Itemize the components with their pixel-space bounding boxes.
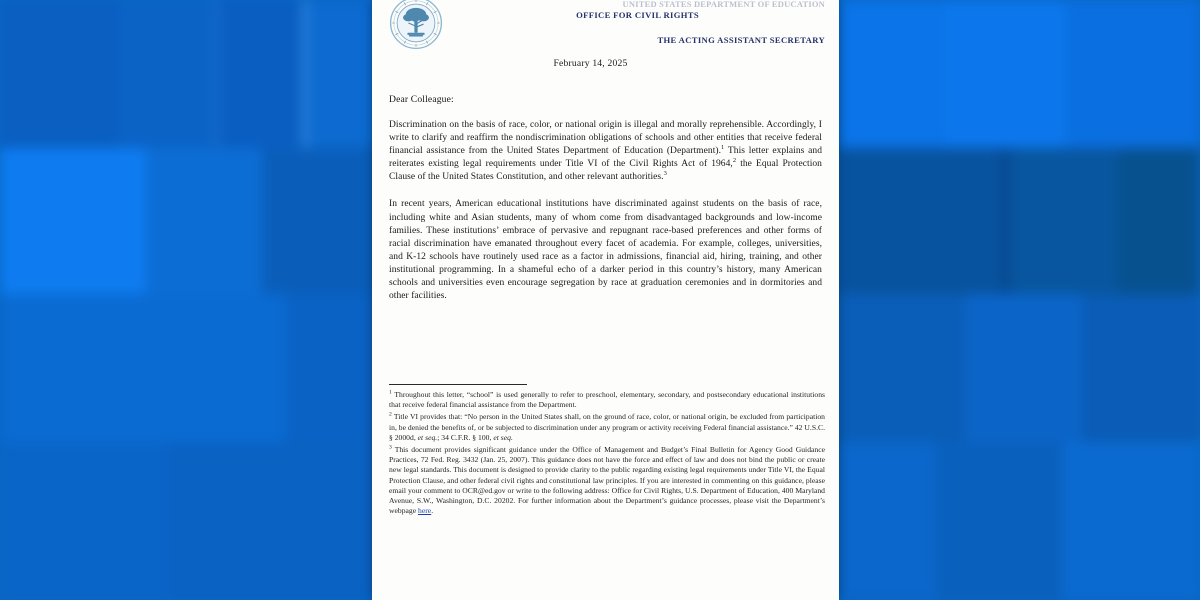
footnote-reference-1: 1 [721,144,725,152]
footnote-reference-3: 3 [663,170,667,178]
letterhead-text-block [576,0,825,46]
backdrop-block [262,148,382,296]
guidance-webpage-link[interactable]: here [418,506,432,516]
letter-document-page [372,0,839,600]
footnote-number-1: 1 [389,389,392,396]
footnote-2: $^2$ Title VI provides that: “No person in the United States shall, on the ground of race, color, or national origin, be excluded from participation in, be denied the benefits of, or be subjected to discrimination under any program or activity receiving Federal financial assistance.” 42 U.S.C. § 2000d, et seq.; 34 C.F.R. § 100, et seq. [389,411,825,442]
backdrop-block [0,294,290,444]
backdrop-block [146,148,266,296]
footnote-1: $^1$ Throughout this letter, “school” is used generally to refer to preschool, elementary, secondary, and postsecondary educational institutions that receive federal financial assistance from the Department. [389,389,825,410]
backdrop-block [308,0,376,150]
backdrop-block [966,294,1086,444]
letter-date: February 14, 2025 [553,58,628,69]
backdrop-block [838,294,970,444]
backdrop-block [936,442,1066,600]
backdrop-block [1082,294,1200,444]
italic-citation: et seq. [493,432,513,442]
backdrop-block [0,0,120,150]
office-for-civil-rights-line: OFFICE FOR CIVIL RIGHTS [576,10,699,20]
backdrop-block [0,442,170,600]
body-paragraph-2: In recent years, American educational institutions have discriminated against students on the basis of race, including white and Asian students, many of whom come from disadvantaged backgrounds and low-income families. These institutions’ embrace of pervasive and repugnant race-based preferences and other forms of racial discrimination have emanated throughout every facet of academia. For example, colleges, universities, and K-12 schools have routinely used race as a factor in admissions, financial aid, hiring, training, and other institutional programming. In a shameful echo of a darker period in this country’s history, many American schools and universities even encourage segregation by race at graduation ceremonies and in dormitories and other facilities. [389,199,822,302]
footnote-section [389,384,825,518]
italic-citation: et seq. [417,432,438,442]
backdrop-block [1010,148,1120,296]
paragraph-list [389,119,822,303]
backdrop-block [1118,148,1200,296]
footnote-list [389,390,825,516]
backdrop-block [838,0,948,150]
backdrop-block [946,0,1068,150]
backdrop-block [1062,442,1200,600]
footnote-number-3: 3 [389,444,392,451]
footnote-3: $^3$ This document provides significant guidance under the Office of Management and Budget’s Final Bulletin for Agency Good Guidance Practices, 72 Fed. Reg. 3432 (Jan. 25, 2007). This guidance does not have the force and effect of law and does not bind the public or create new legal standards. This document is designed to provide clarity to the public regarding existing legal requirements under Title VI, the Equal Protection Clause, and other federal civil rights and constitutional law principles. If you are interested in commenting on this guidance, please email your comment to OCR@ed.gov or write to the following address: Office for Civil Rights, U.S. Department of Education, 400 Maryland Avenue, S.W., Washington, D.C. 20202. For further information about the Department’s guidance processes, please visit the Department’s webpage here. [389,444,825,516]
department-of-education-seal-icon [389,0,443,50]
backdrop-block [118,0,218,150]
letter-body [372,94,839,303]
footnote-separator-rule [389,384,527,385]
backdrop-block [218,0,304,150]
backdrop-block [838,148,1006,296]
backdrop-block [0,148,150,296]
body-paragraph-1: Discrimination on the basis of race, color, or national origin is illegal and morally reprehensible. Accordingly, I write to clarify and reaffirm the nondiscrimination obligations of schools and other entities that receive federal financial assistance from the United States Department of Education (Department).$^1$ This letter explains and reiterates existing legal requirements under Title VI of the Civil Rights Act of 1964,$^2$ the Equal Protection Clause of the United States Constitution, and other relevant authorities.$^3$ [389,120,823,183]
department-name-line: UNITED STATES DEPARTMENT OF EDUCATION [622,0,825,9]
footnote-reference-2: 2 [732,157,737,165]
footnote-number-2: 2 [389,411,392,418]
salutation: Dear Colleague: [389,94,454,105]
backdrop-block [1066,0,1200,150]
backdrop-block [166,442,382,600]
backdrop-block [286,294,382,444]
letterhead [372,0,839,52]
acting-assistant-secretary-line: THE ACTING ASSISTANT SECRETARY [657,35,825,45]
backdrop-block [838,442,940,600]
